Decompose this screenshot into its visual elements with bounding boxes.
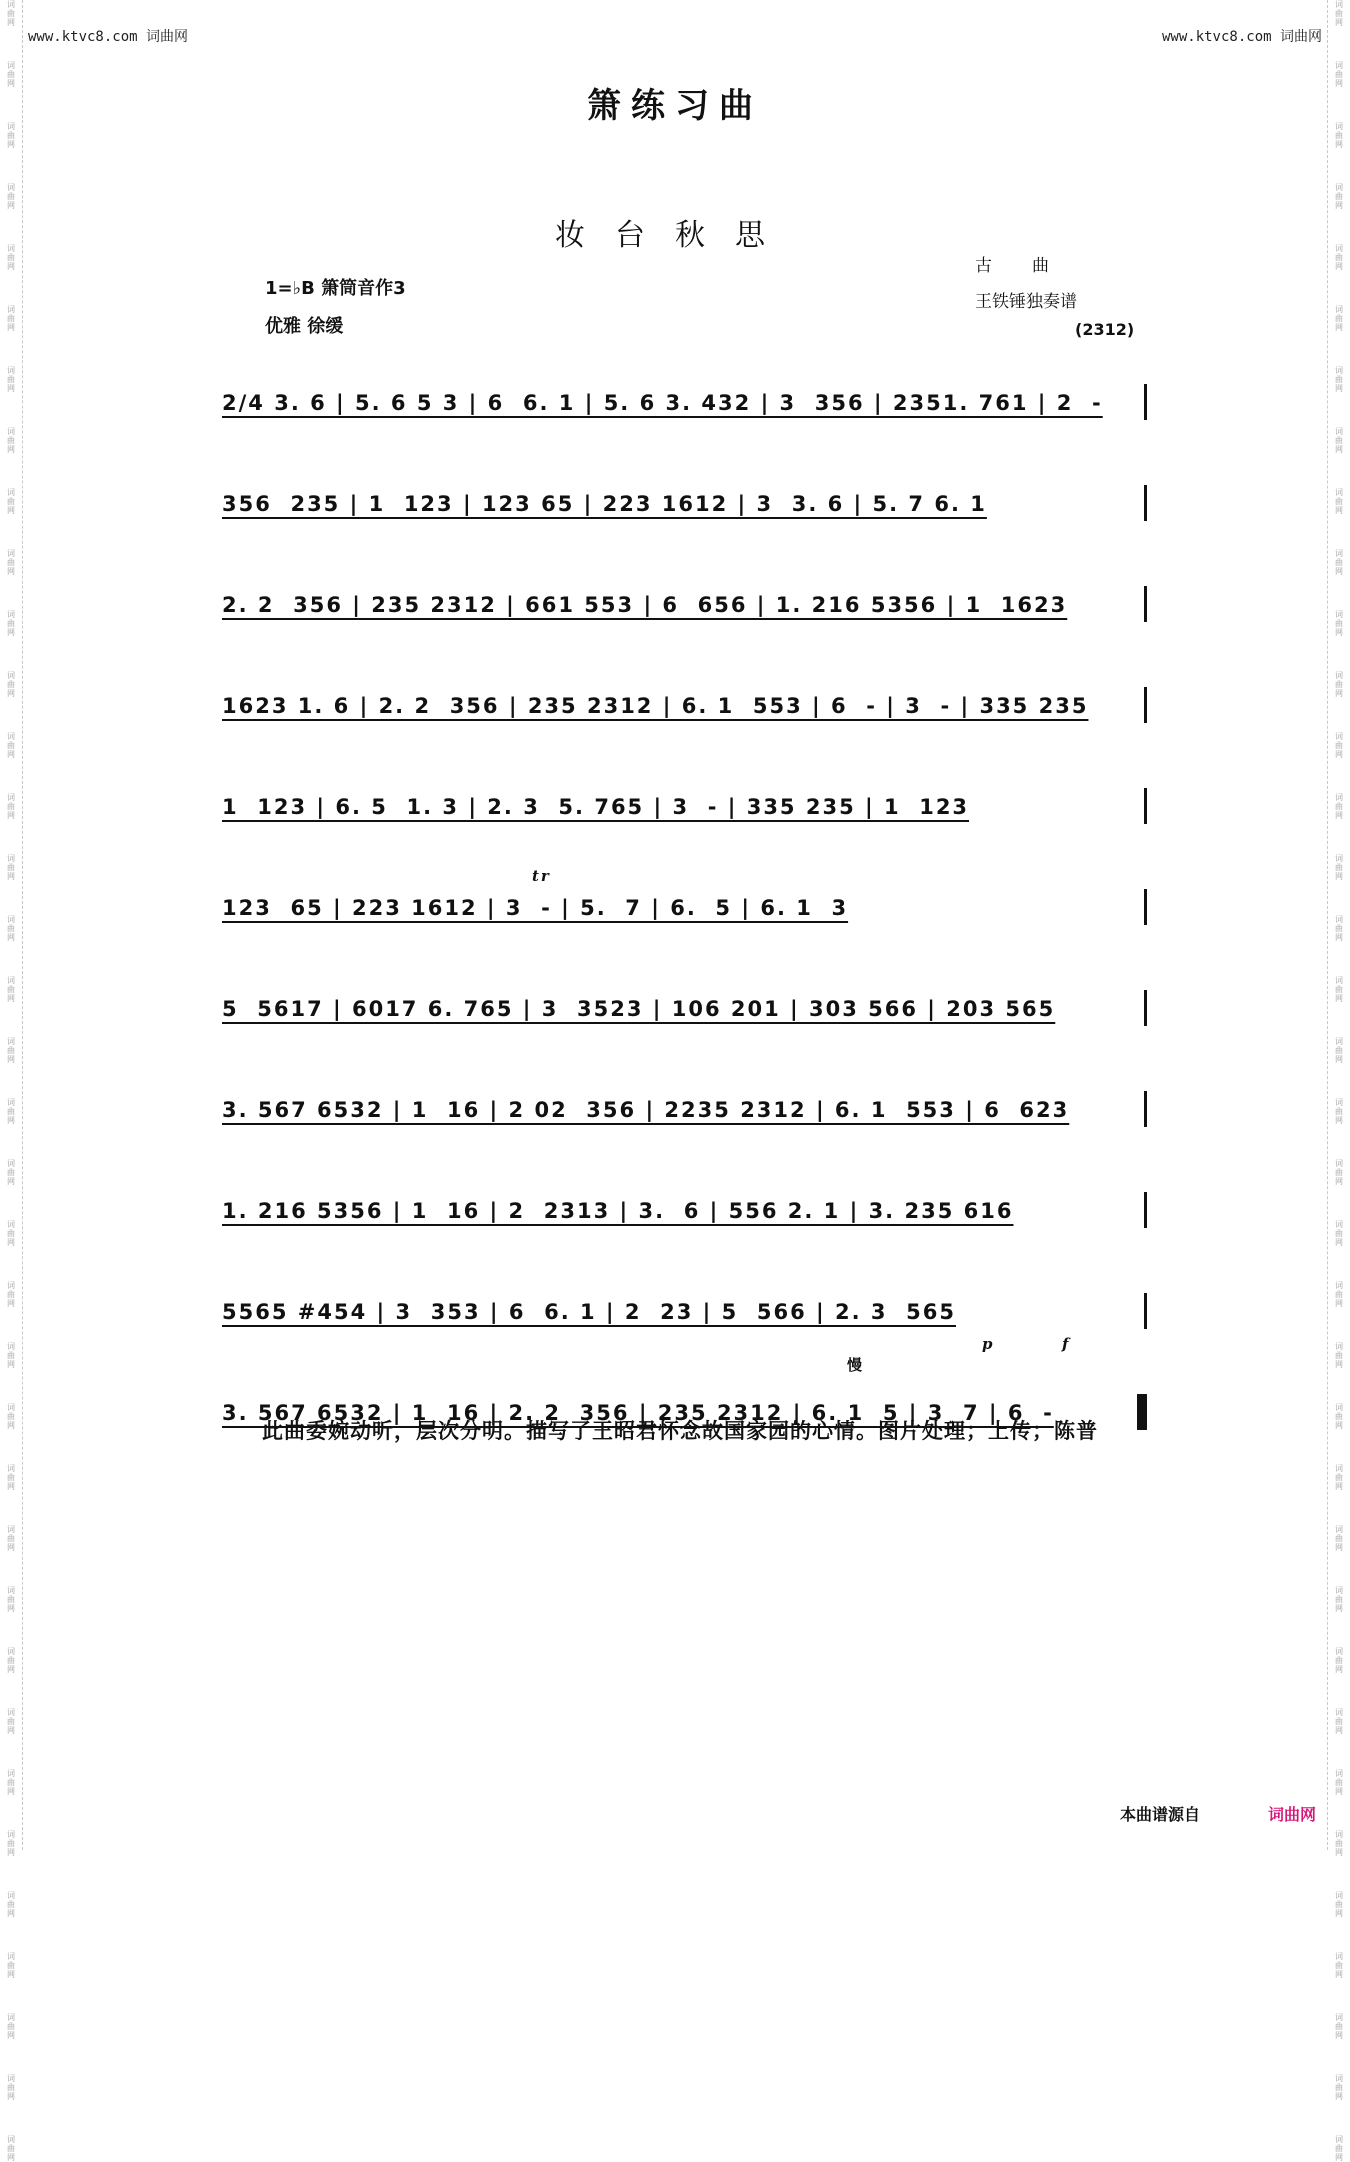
side-mark: 词曲网 [7, 305, 15, 332]
site-header-left: www.ktvc8.com 词曲网 [28, 29, 189, 45]
barline [1144, 1192, 1147, 1228]
side-mark: 词曲网 [1335, 1891, 1343, 1918]
score-line-notes: 1623 1. 6 | 2. 2 356 | 235 2312 | 6. 1 553 | 6 - | 3 - | 335 235 [222, 693, 1089, 718]
side-mark: 词曲网 [7, 0, 15, 27]
score-line [222, 1356, 1147, 1463]
side-mark: 词曲网 [1335, 549, 1343, 576]
page-title: 箫练习曲 [587, 86, 763, 126]
score-line [222, 958, 1147, 1059]
side-mark: 词曲网 [1335, 915, 1343, 942]
side-mark: 词曲网 [1335, 732, 1343, 759]
score-line-notes: 1 123 | 6. 5 1. 3 | 2. 3 5. 765 | 3 - | 335 235 | 1 123 [222, 794, 970, 819]
side-mark: 词曲网 [1335, 976, 1343, 1003]
side-mark: 词曲网 [7, 732, 15, 759]
side-mark: 词曲网 [7, 2074, 15, 2101]
song-origin: 古曲 [975, 256, 1089, 276]
side-mark: 词曲网 [1335, 305, 1343, 332]
side-mark: 词曲网 [7, 854, 15, 881]
side-mark: 词曲网 [7, 1708, 15, 1735]
side-mark: 词曲网 [1335, 2135, 1343, 2162]
score-line-notes: 5 5617 | 6017 6. 765 | 3 3523 | 106 201 | 303 566 | 203 565 [222, 996, 1056, 1021]
side-mark: 词曲网 [1335, 1342, 1343, 1369]
dynamic-piano: p [982, 1335, 995, 1353]
barline [1144, 1293, 1147, 1329]
side-mark: 词曲网 [7, 1891, 15, 1918]
song-meta-left [265, 270, 406, 346]
side-mark: 词曲网 [7, 610, 15, 637]
footer-brand-link[interactable]: 词曲网 [1268, 1805, 1317, 1824]
jianpu-score [222, 352, 1147, 1463]
side-mark: 词曲网 [1335, 854, 1343, 881]
right-watermark-strip [1327, 0, 1350, 2162]
side-mark: 词曲网 [1335, 2013, 1343, 2040]
barline [1144, 1091, 1147, 1127]
side-mark: 词曲网 [7, 549, 15, 576]
side-mark: 词曲网 [7, 1830, 15, 1857]
side-mark: 词曲网 [1335, 2074, 1343, 2101]
intro-note: (2312) [1075, 320, 1135, 339]
side-mark: 词曲网 [7, 1586, 15, 1613]
score-line-notes: 2/4 3. 6 | 5. 6 5 3 | 6 6. 1 | 5. 6 3. 432 | 3 356 | 2351. 761 | 2 - [222, 390, 1103, 415]
side-mark: 词曲网 [1335, 1769, 1343, 1796]
side-mark: 词曲网 [7, 2013, 15, 2040]
side-mark: 词曲网 [1335, 488, 1343, 515]
description-caption: 此曲委婉动听，层次分明。描写了王昭君怀念故国家园的心情。图片处理；上传；陈普 [262, 1418, 1098, 1443]
side-mark: 词曲网 [1335, 122, 1343, 149]
side-mark: 词曲网 [1335, 0, 1343, 27]
side-mark: 词曲网 [1335, 1220, 1343, 1247]
side-mark: 词曲网 [7, 183, 15, 210]
side-mark: 词曲网 [7, 1098, 15, 1125]
side-mark: 词曲网 [7, 1525, 15, 1552]
side-mark: 词曲网 [7, 1769, 15, 1796]
score-line [222, 655, 1147, 756]
side-mark: 词曲网 [1335, 1464, 1343, 1491]
score-line-notes: 356 235 | 1 123 | 123 65 | 223 1612 | 3 3. 6 | 5. 7 6. 1 [222, 491, 987, 516]
side-mark: 词曲网 [1335, 1586, 1343, 1613]
barline [1144, 586, 1147, 622]
slow-mark: 慢 [847, 1356, 865, 1374]
song-arranger: 王铁锤独奏谱 [975, 292, 1077, 312]
side-mark: 词曲网 [7, 1403, 15, 1430]
score-line-notes: 3. 567 6532 | 1 16 | 2 02 356 | 2235 2312 | 6. 1 553 | 6 623 [222, 1097, 1070, 1122]
score-line [222, 1261, 1147, 1362]
side-mark: 词曲网 [7, 122, 15, 149]
side-mark: 词曲网 [1335, 183, 1343, 210]
song-title: 妆台秋思 [555, 218, 795, 253]
side-mark: 词曲网 [1335, 1281, 1343, 1308]
side-mark: 词曲网 [7, 671, 15, 698]
side-mark: 词曲网 [7, 1647, 15, 1674]
score-line [222, 1059, 1147, 1160]
barline [1144, 687, 1147, 723]
footer-source-label: 本曲谱源自 [1120, 1805, 1201, 1824]
score-line [222, 756, 1147, 857]
score-line [222, 1160, 1147, 1261]
side-mark: 词曲网 [1335, 1403, 1343, 1430]
score-line [222, 554, 1147, 655]
side-mark: 词曲网 [1335, 1952, 1343, 1979]
side-mark: 词曲网 [7, 915, 15, 942]
side-mark: 词曲网 [1335, 1525, 1343, 1552]
score-line [222, 857, 1147, 958]
side-mark: 词曲网 [7, 1464, 15, 1491]
side-mark: 词曲网 [7, 2135, 15, 2162]
side-mark: 词曲网 [7, 244, 15, 271]
side-mark: 词曲网 [1335, 671, 1343, 698]
score-line-notes: 123 65 | 223 1612 | 3 - | 5. 7 | 6. 5 | 6. 1 3 [222, 895, 849, 920]
side-mark: 词曲网 [1335, 1647, 1343, 1674]
side-mark: 词曲网 [1335, 61, 1343, 88]
barline [1144, 990, 1147, 1026]
side-mark: 词曲网 [1335, 1830, 1343, 1857]
side-mark: 词曲网 [1335, 427, 1343, 454]
side-mark: 词曲网 [7, 488, 15, 515]
score-line [222, 352, 1147, 453]
score-line-notes: 1. 216 5356 | 1 16 | 2 2313 | 3. 6 | 556 2. 1 | 3. 235 616 [222, 1198, 1014, 1223]
side-mark: 词曲网 [7, 1952, 15, 1979]
final-barline [1137, 1394, 1147, 1430]
side-mark: 词曲网 [1335, 1098, 1343, 1125]
side-mark: 词曲网 [7, 793, 15, 820]
score-line [222, 453, 1147, 554]
score-line-notes: 2. 2 356 | 235 2312 | 661 553 | 6 656 | 1. 216 5356 | 1 1623 [222, 592, 1068, 617]
barline [1144, 788, 1147, 824]
side-mark: 词曲网 [1335, 1159, 1343, 1186]
left-watermark-strip [0, 0, 23, 2162]
side-mark: 词曲网 [7, 1281, 15, 1308]
tempo-marking: 优雅 徐缓 [265, 316, 344, 337]
side-mark: 词曲网 [1335, 1708, 1343, 1735]
barline [1144, 485, 1147, 521]
key-signature: 1=♭B 箫筒音作3 [265, 278, 406, 299]
dynamic-forte: f [1062, 1335, 1071, 1353]
barline [1144, 889, 1147, 925]
side-mark: 词曲网 [7, 1159, 15, 1186]
song-meta-right [975, 248, 1089, 320]
site-header-right: www.ktvc8.com 词曲网 [1161, 29, 1322, 45]
barline [1144, 384, 1147, 420]
side-mark: 词曲网 [1335, 366, 1343, 393]
side-mark: 词曲网 [7, 1037, 15, 1064]
trill-mark: tr [532, 867, 551, 885]
side-mark: 词曲网 [7, 427, 15, 454]
score-line-notes: 5565 #454 | 3 353 | 6 6. 1 | 2 23 | 5 566 | 2. 3 565 [222, 1299, 956, 1324]
side-mark: 词曲网 [1335, 610, 1343, 637]
side-mark: 词曲网 [7, 1342, 15, 1369]
side-mark: 词曲网 [7, 1220, 15, 1247]
side-mark: 词曲网 [7, 366, 15, 393]
side-mark: 词曲网 [1335, 244, 1343, 271]
side-mark: 词曲网 [1335, 793, 1343, 820]
score-line-notes: 3. 567 6532 | 1 16 | 2. 2 356 | 235 2312 | 6. 1 5 | 3 7 | 6 - [222, 1400, 1054, 1425]
side-mark: 词曲网 [7, 61, 15, 88]
side-mark: 词曲网 [7, 976, 15, 1003]
side-mark: 词曲网 [1335, 1037, 1343, 1064]
